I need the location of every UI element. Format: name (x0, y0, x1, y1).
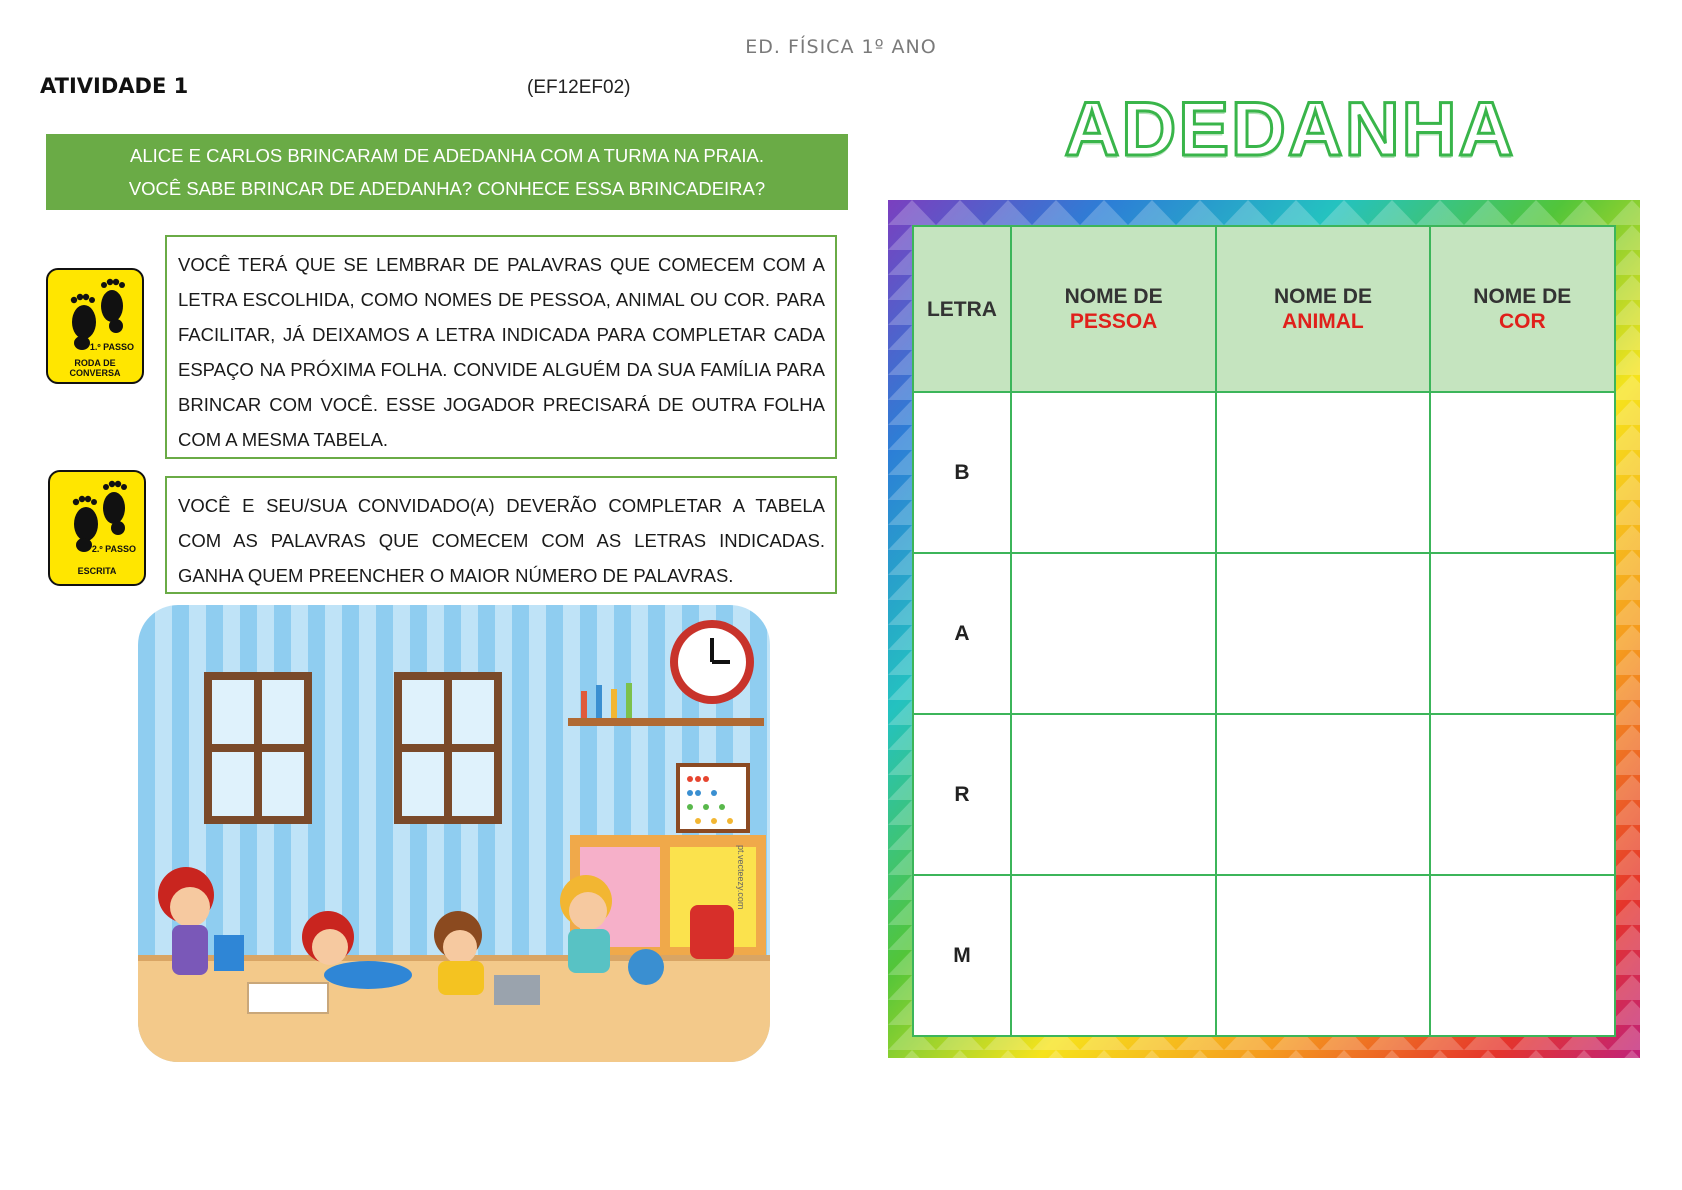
column-header-person (1011, 226, 1216, 392)
step-2-number: 2.º PASSO (91, 544, 136, 554)
table-row (913, 714, 1615, 875)
intro-banner (46, 134, 848, 210)
row-letter-cell: A (913, 553, 1011, 714)
step-1-number: 1.º PASSO (89, 342, 134, 352)
page-header-title: ED. FÍSICA 1º ANO (745, 36, 937, 58)
adedanha-table (912, 225, 1616, 1037)
animal-answer-cell[interactable] (1216, 553, 1429, 714)
row-letter-cell: B (913, 392, 1011, 553)
column-header-animal (1216, 226, 1429, 392)
table-row (913, 392, 1615, 553)
color-answer-cell[interactable] (1430, 392, 1615, 553)
classroom-illustration (138, 605, 770, 1062)
animal-answer-cell[interactable] (1216, 714, 1429, 875)
color-answer-cell[interactable] (1430, 714, 1615, 875)
animal-answer-cell[interactable] (1216, 875, 1429, 1036)
footprints-icon (60, 478, 136, 554)
person-answer-cell[interactable] (1011, 553, 1216, 714)
activity-label: ATIVIDADE 1 (40, 74, 189, 98)
step-1-badge-label: RODA DE CONVERSA (69, 358, 121, 378)
wall-clock (670, 620, 754, 704)
intro-line-1: ALICE E CARLOS BRINCARAM DE ADEDANHA COM A TURMA NA PRAIA. (130, 145, 764, 166)
step-2-badge-label: ESCRITA (77, 566, 117, 576)
row-letter-cell: R (913, 714, 1011, 875)
step-2-text: VOCÊ E SEU/SUA CONVIDADO(A) DEVERÃO COMPLETAR A TABELA COM AS PALAVRAS QUE COMECEM COM AS LETRAS INDICADAS. GANHA QUEM PREENCHER O MAIOR NÚMERO DE PALAVRAS. (165, 476, 837, 594)
table-row (913, 875, 1615, 1036)
skill-code: (EF12EF02) (527, 77, 631, 98)
column-header-color (1430, 226, 1615, 392)
window-left (204, 672, 312, 824)
color-answer-cell[interactable] (1430, 875, 1615, 1036)
column-header-color-prefix: NOME DE (1473, 285, 1572, 308)
intro-line-2: VOCÊ SABE BRINCAR DE ADEDANHA? CONHECE ESSA BRINCADEIRA? (128, 178, 766, 199)
column-header-animal-prefix: NOME DE (1273, 285, 1372, 308)
column-header-person-label: PESSOA (1069, 310, 1158, 333)
footprints-icon (58, 276, 134, 352)
step-1-text: VOCÊ TERÁ QUE SE LEMBRAR DE PALAVRAS QUE COMECEM COM A LETRA ESCOLHIDA, COMO NOMES DE PESSOA, ANIMAL OU COR. PARA FACILITAR, JÁ DEIXAMOS A LETRA INDICADA PARA COMPLETAR CADA ESPAÇO NA PRÓXIMA FOLHA. CONVIDE ALGUÉM DA SUA FAMÍLIA PARA BRINCAR COM VOCÊ. ESSE JOGADOR PRECISARÁ DE OUTRA FOLHA COM A MESMA TABELA. (165, 235, 837, 459)
color-answer-cell[interactable] (1430, 553, 1615, 714)
step-1-badge (46, 268, 144, 384)
table-header-row (913, 226, 1615, 392)
animal-answer-cell[interactable] (1216, 392, 1429, 553)
table-row (913, 553, 1615, 714)
rainbow-frame (888, 200, 1640, 1058)
person-answer-cell[interactable] (1011, 392, 1216, 553)
person-answer-cell[interactable] (1011, 714, 1216, 875)
window-right (394, 672, 502, 824)
illustration-credit: pt.vecteezy.com (736, 845, 746, 910)
person-answer-cell[interactable] (1011, 875, 1216, 1036)
column-header-person-prefix: NOME DE (1064, 285, 1163, 308)
row-letter-cell: M (913, 875, 1011, 1036)
game-title: ADEDANHA (1064, 87, 1516, 172)
column-header-animal-label: ANIMAL (1282, 310, 1364, 333)
step-2-badge (48, 470, 146, 586)
column-header-color-label: COR (1498, 310, 1546, 333)
column-header-letter: LETRA (913, 226, 1011, 392)
